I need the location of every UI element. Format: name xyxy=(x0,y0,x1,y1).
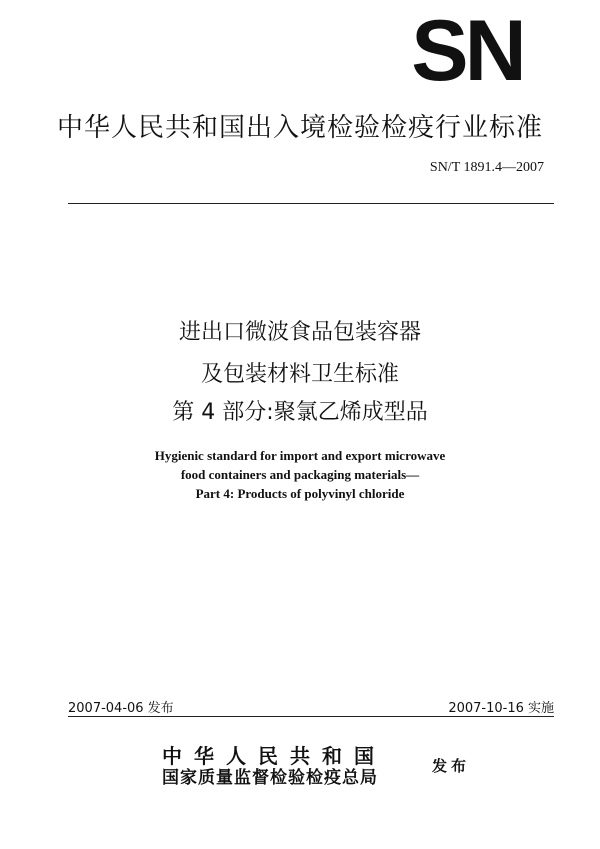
title-en-line2: food containers and packaging materials— xyxy=(180,467,420,482)
title-cn-line3: 第 4 部分:聚氯乙烯成型品 xyxy=(172,400,428,425)
standard-name: 中华人民共和国出入境检验检疫行业标准 xyxy=(56,113,543,143)
sn-logo-graphic xyxy=(392,8,542,88)
issuer-block xyxy=(162,745,422,789)
issuer-agency: 国家质量监督检验检疫总局 xyxy=(162,768,378,788)
footer-divider xyxy=(68,716,554,717)
implementation-date: 2007-10-16 实施 xyxy=(448,701,554,716)
header-divider xyxy=(68,203,554,204)
logo-text: SN xyxy=(411,8,523,88)
sn-logo xyxy=(392,8,542,88)
standard-code: SN/T 1891.4—2007 xyxy=(429,160,544,175)
publish-label: 发布 xyxy=(432,757,471,775)
title-en-line1: Hygienic standard for import and export microwave xyxy=(154,448,446,463)
title-cn-line1: 进出口微波食品包装容器 xyxy=(178,320,421,345)
title-cn-line2: 及包装材料卫生标准 xyxy=(200,362,399,387)
title-en-line3: Part 4: Products of polyvinyl chloride xyxy=(195,486,405,501)
issuer-country: 中华人民共和国 xyxy=(162,744,386,768)
issue-date: 2007-04-06 发布 xyxy=(68,701,174,716)
